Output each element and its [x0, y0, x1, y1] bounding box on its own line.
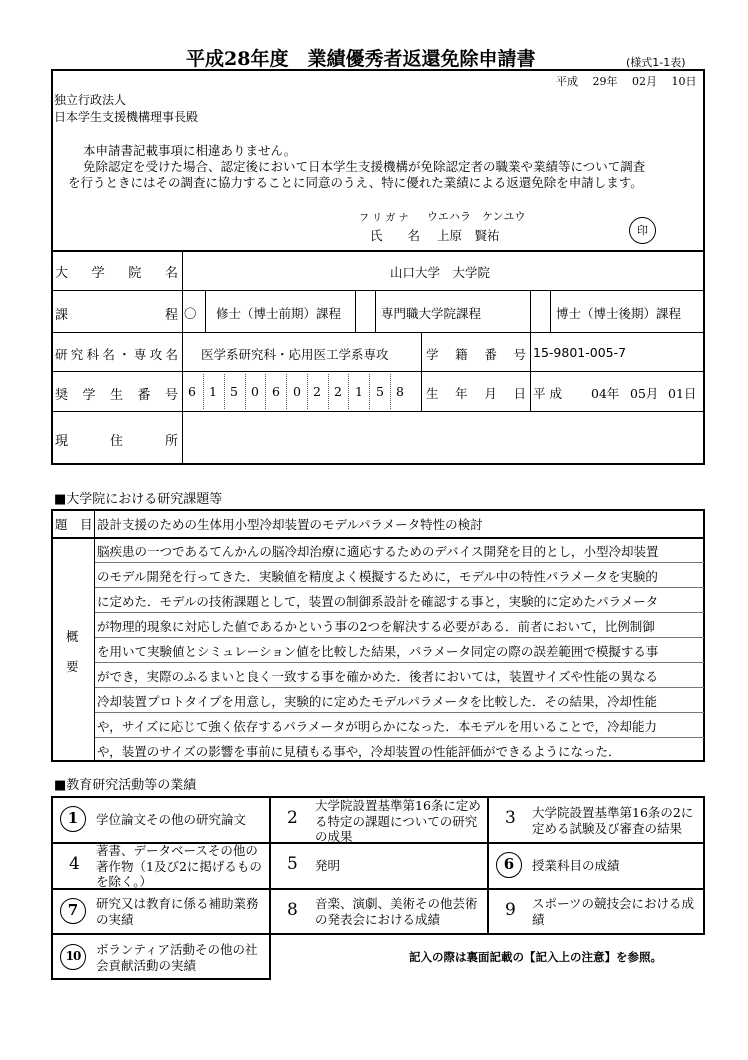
- divider: [51, 371, 705, 372]
- divider: [355, 290, 356, 332]
- label-char: 奨: [55, 388, 69, 403]
- form-title: 平成28年度 業績優秀者返還免除申請書: [186, 48, 536, 70]
- divider: [94, 510, 95, 761]
- ruled-line: [95, 712, 704, 713]
- recipient-org: 独立行政法人: [54, 93, 127, 107]
- research-heading: ■大学院における研究課題等: [54, 492, 223, 507]
- label-char: 号: [513, 347, 526, 362]
- form-id: (様式1-1表): [626, 56, 686, 69]
- label-char: 日: [513, 386, 526, 401]
- theme-value: 設計支援のための生体用小型冷却装置のモデルパラメータ特性の検討: [97, 517, 483, 532]
- entry-note: 記入の際は裏面記載の【記入上の注意】を参照。: [409, 950, 662, 964]
- label-char: 究: [70, 347, 84, 362]
- achievement-label: 学位論文その他の研究論文: [96, 812, 247, 827]
- achievement-label: 研究又は教育に係る補助業務の実績: [96, 896, 259, 927]
- item-number: 3: [505, 808, 516, 828]
- label-char: 学: [82, 388, 96, 403]
- birth-era: 平 成: [533, 386, 562, 401]
- course-option-masters[interactable]: 修士（博士前期）課程: [216, 306, 342, 321]
- item-number: 1: [67, 809, 79, 827]
- summary-line: 脳疾患の一つであるてんかんの脳冷却治療に適応するためのデバイス開発を目的とし，小型冷却装置: [97, 544, 659, 559]
- birth-month: 05月: [630, 386, 659, 401]
- item-number: 8: [287, 900, 298, 920]
- summary-line: や，装置のサイズの影響を事前に見積もる事や，冷却装置の性能評価ができるようになった．: [97, 744, 621, 759]
- divider: [205, 290, 206, 332]
- label-char: 所: [164, 434, 178, 449]
- achievements-heading: ■教育研究活動等の業績: [54, 778, 197, 793]
- divider: [487, 797, 489, 934]
- divider: [51, 290, 705, 291]
- divider: [550, 290, 551, 332]
- divider: [51, 411, 705, 412]
- major-value: 医学系研究科・応用医工学系専攻: [201, 347, 389, 362]
- recipient-name: 日本学生支援機構理事長殿: [54, 110, 199, 124]
- item-number: 4: [69, 854, 80, 874]
- date-day: 10日: [671, 75, 697, 88]
- grad-school-value: 山口大学 大学院: [390, 265, 491, 280]
- label-char: 名: [164, 266, 178, 281]
- ruled-line: [95, 587, 704, 588]
- summary-line: や，サイズに応じて強く依存するパラメータが明らかになった．本モデルを用いることで，冷却能力: [97, 719, 658, 734]
- divider: [51, 537, 705, 539]
- digit: 2: [313, 384, 321, 399]
- birth-date-label: [426, 384, 526, 402]
- date-year: 29年: [592, 75, 618, 88]
- declaration-line-2: 免除認定を受けた場合、認定後において日本学生支援機構が免除認定者の職業や業績等について調査: [83, 159, 646, 174]
- circled-number-7: [60, 898, 86, 924]
- circled-number-10: [60, 944, 86, 970]
- achievement-label: 著書、データベースその他の著作物（1及び2に掲げるものを除く。）: [96, 843, 262, 890]
- course-option-professional[interactable]: 専門職大学院課程: [381, 306, 482, 321]
- date-era: 平成: [556, 75, 578, 88]
- divider: [182, 251, 183, 464]
- label-char: 大: [55, 266, 69, 281]
- summary-label-2: 要: [66, 659, 79, 674]
- name-value: 上原 賢祐: [437, 228, 500, 243]
- ruled-line: [95, 687, 704, 688]
- submission-date: [556, 73, 697, 89]
- label-char: 生: [426, 386, 439, 401]
- course-selected-mark: 〇: [184, 306, 197, 321]
- label-char: 生: [109, 388, 123, 403]
- digit: 1: [209, 384, 217, 399]
- digit: 5: [376, 384, 384, 399]
- circled-number-1: [60, 806, 86, 832]
- label-char: 番: [484, 347, 497, 362]
- course-option-doctoral[interactable]: 博士（博士後期）課程: [556, 306, 682, 321]
- label-char: 名: [102, 347, 115, 362]
- label-char: 籍: [455, 347, 468, 362]
- item-number: 6: [503, 855, 515, 873]
- major-label: [55, 345, 178, 363]
- summary-line: に定めた．モデルの技術課題として，装置の制御系設計を確認する事と，実験的に定めたパラメータ: [97, 594, 659, 609]
- summary-line: 冷却装置プロトタイプを用意し，実験的に定めたモデルパラメータを比較した．その結果，冷却性能: [97, 694, 658, 709]
- achievement-label: 授業科目の成績: [532, 858, 620, 873]
- summary-label-1: 概: [66, 629, 79, 644]
- student-id-label: [426, 345, 526, 363]
- label-char: 現: [55, 434, 69, 449]
- label-char: 専: [133, 347, 147, 362]
- seal-stamp: [629, 217, 656, 244]
- scholar-number-digits: [183, 384, 421, 402]
- achievement-label: スポーツの競技会における成績: [532, 896, 695, 927]
- digit: 8: [396, 384, 404, 399]
- item-number: 2: [287, 808, 298, 828]
- divider: [375, 290, 376, 332]
- student-id-value: 15-9801-005-7: [533, 345, 627, 360]
- birth-year: 04年: [591, 386, 620, 401]
- digit: 5: [230, 384, 238, 399]
- birth-day: 01日: [668, 386, 697, 401]
- label-char: 程: [164, 308, 178, 323]
- item-number: 5: [287, 854, 298, 874]
- achievement-label: 音楽、演劇、美術その他芸術の発表会における成績: [315, 896, 478, 927]
- divider: [269, 797, 271, 934]
- label-char: 番: [137, 388, 151, 403]
- label-char: 課: [55, 308, 69, 323]
- label-char: 月: [484, 386, 497, 401]
- birth-date-value: [533, 384, 701, 402]
- declaration-line-3: を行うときにはその調査に協力することに同意のうえ、特に優れた業績による返還免除を申請します。: [68, 175, 643, 190]
- scholar-number-label: [55, 384, 178, 403]
- digit: 0: [293, 384, 301, 399]
- label-char: 研: [55, 347, 68, 362]
- divider: [530, 290, 531, 332]
- name-label: 氏 名: [370, 228, 421, 243]
- item-number: 10: [65, 949, 81, 963]
- label-char: 院: [128, 266, 142, 281]
- digit: 2: [334, 384, 342, 399]
- label-char: 攻: [149, 347, 163, 362]
- course-label: [55, 304, 178, 323]
- label-char: 年: [455, 386, 468, 401]
- seal-text: 印: [637, 224, 648, 237]
- ruled-line: [95, 562, 704, 563]
- digit: 0: [251, 384, 259, 399]
- address-label: [55, 430, 178, 449]
- declaration-line-1: 本申請書記載事項に相違ありません。: [83, 143, 297, 158]
- summary-line: が物理的現象に対応した値であるかという事の2つを解決する必要がある．前者において，比例制御: [97, 619, 655, 634]
- digit: 1: [355, 384, 363, 399]
- label-char: 名: [165, 347, 178, 362]
- item-number: 7: [67, 901, 79, 919]
- label-char: 学: [91, 266, 105, 281]
- achievement-label: 大学院設置基準第16条に定める特定の課題についての研究の成果: [315, 798, 481, 845]
- digit: 6: [188, 384, 196, 399]
- item-number: 9: [505, 900, 516, 920]
- divider: [421, 332, 422, 411]
- label-char: 住: [109, 434, 123, 449]
- achievement-label: 大学院設置基準第16条の2に定める試験及び審査の結果: [532, 805, 694, 836]
- label-char: ・: [118, 347, 131, 362]
- divider: [51, 332, 705, 333]
- label-char: 学: [426, 347, 439, 362]
- ruled-line: [95, 662, 704, 663]
- divider: [51, 250, 705, 252]
- grad-school-label: [55, 262, 178, 281]
- achievement-label: 発明: [315, 858, 341, 873]
- date-month: 02月: [632, 75, 657, 88]
- divider: [530, 332, 531, 411]
- ruled-line: [95, 612, 704, 613]
- ruled-line: [95, 637, 704, 638]
- circled-number-6: [496, 852, 522, 878]
- ruled-line: [95, 737, 704, 738]
- label-char: 科: [86, 347, 100, 362]
- summary-line: を用いて実験値とシミュレーション値を比較した結果，パラメータ同定の際の誤差範囲で模擬する事: [97, 644, 659, 659]
- furigana-value: ウエハラ ケンユウ: [427, 210, 526, 223]
- summary-line: ができ，実際のふるまいと良く一致する事を確かめた．後者においては，装置サイズや性能の異なる: [97, 669, 659, 684]
- furigana-label: フ リ ガ ナ: [359, 213, 409, 224]
- label-char: 号: [164, 388, 178, 403]
- digit: 6: [272, 384, 280, 399]
- summary-line: のモデル開発を行ってきた．実験値を精度よく模擬するために，モデル中の特性パラメータを実験的: [97, 569, 658, 584]
- achievement-label: ボランティア活動その他の社会貢献活動の実績: [96, 942, 258, 973]
- theme-label: 題 目: [55, 517, 93, 532]
